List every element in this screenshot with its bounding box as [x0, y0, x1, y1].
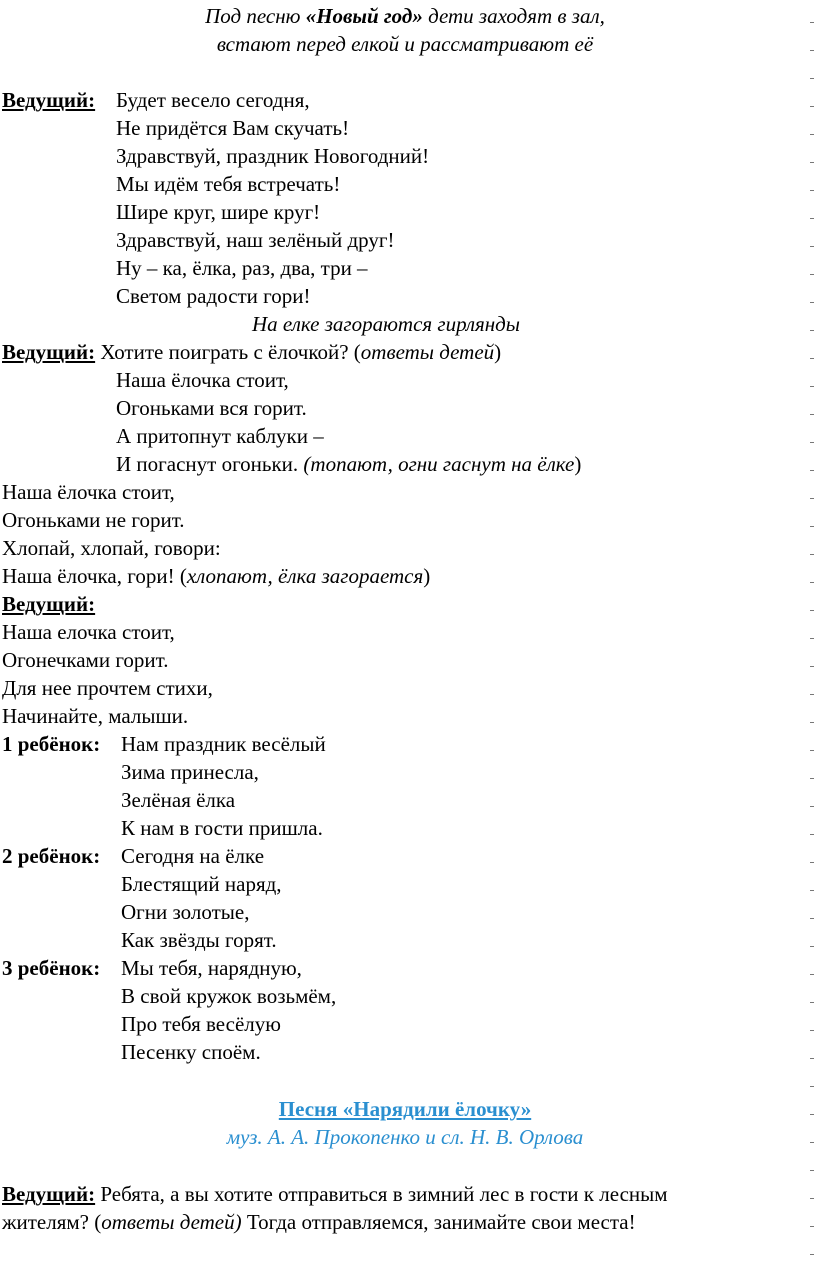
intro-line-2: встают перед елкой и рассматривают её [216, 32, 594, 56]
edge-tick [810, 1058, 814, 1059]
dialogue-line [2, 1180, 668, 1208]
edge-tick [810, 862, 814, 863]
song-title-link[interactable]: Песня «Нарядили ёлочку» [278, 1097, 532, 1121]
verse-line: Про тебя весёлую [121, 1012, 281, 1036]
dialogue-text: Ребята, а вы хотите отправиться в зимний лес в гости к лесным [95, 1182, 668, 1206]
dialogue-line [2, 1208, 636, 1236]
edge-tick [810, 134, 814, 135]
edge-tick [810, 946, 814, 947]
verse-line: Будет весело сегодня, [116, 88, 310, 112]
edge-tick [810, 1114, 814, 1115]
verse-line: Здравствуй, наш зелёный друг! [116, 228, 395, 252]
verse-line: Наша ёлочка стоит, [116, 368, 289, 392]
edge-tick [810, 1086, 814, 1087]
edge-tick [810, 1002, 814, 1003]
edge-tick [810, 806, 814, 807]
speaker-label: Ведущий: [2, 340, 96, 364]
verse-text: ) [423, 564, 431, 588]
edge-tick [810, 246, 814, 247]
intro-text: Под песню [205, 4, 306, 28]
verse-line: Огоньками не горит. [2, 508, 185, 532]
verse-line: Здравствуй, праздник Новогодний! [116, 144, 430, 168]
speaker-label: Ведущий: [2, 88, 96, 112]
edge-tick [810, 778, 814, 779]
stage-note: ответы детей) [101, 1210, 242, 1234]
song-credit: муз. А. А. Прокопенко и сл. Н. В. Орлова [226, 1125, 584, 1149]
intro-line-1 [0, 2, 810, 30]
edge-tick [810, 1226, 814, 1227]
verse-line: В свой кружок возьмём, [121, 984, 337, 1008]
edge-tick [810, 442, 814, 443]
intro-text-2: дети заходят в зал, [422, 4, 605, 28]
stage-note: хлопают, ёлка загорается [186, 564, 424, 588]
dialogue-text: Хотите поиграть с ёлочкой? ( [95, 340, 361, 364]
intro-song-title: «Новый год» [305, 4, 423, 28]
edge-tick [810, 1030, 814, 1031]
dialogue-text: жителям? ( [2, 1210, 102, 1234]
edge-tick [810, 1170, 814, 1171]
verse-text: ) [574, 452, 582, 476]
verse-line: Зима принесла, [121, 760, 259, 784]
verse-line: Мы тебя, нарядную, [121, 956, 302, 980]
edge-tick [810, 218, 814, 219]
edge-tick [810, 498, 814, 499]
edge-tick [810, 638, 814, 639]
edge-tick [810, 1198, 814, 1199]
verse-line: Не придётся Вам скучать! [116, 116, 350, 140]
verse-line: К нам в гости пришла. [121, 816, 323, 840]
speaker-label: Ведущий: [2, 1182, 96, 1206]
speaker-label: 2 ребёнок: [2, 844, 101, 868]
verse-line: А притопнут каблуки – [116, 424, 324, 448]
edge-tick [810, 386, 814, 387]
dialogue-text: ) [494, 340, 502, 364]
edge-tick [810, 890, 814, 891]
verse-line: Для нее прочтем стихи, [2, 676, 213, 700]
speaker-label: 3 ребёнок: [2, 956, 101, 980]
verse-line: Огоньками вся горит. [116, 396, 307, 420]
verse-line: Светом радости гори! [116, 284, 311, 308]
verse-line: Огни золотые, [121, 900, 250, 924]
edge-tick [810, 750, 814, 751]
verse-line: Зелёная ёлка [121, 788, 236, 812]
verse-line: Блестящий наряд, [121, 872, 282, 896]
verse-line: Песенку споём. [121, 1040, 261, 1064]
verse-line: Наша елочка стоит, [2, 620, 175, 644]
verse-line: Начинайте, малыши. [2, 704, 189, 728]
verse-text: Наша ёлочка, гори! ( [2, 564, 187, 588]
edge-tick [810, 554, 814, 555]
edge-tick [810, 22, 814, 23]
edge-tick [810, 526, 814, 527]
verse-line [2, 562, 430, 590]
edge-tick [810, 974, 814, 975]
edge-tick [810, 274, 814, 275]
stage-note: ответы детей [360, 340, 495, 364]
verse-line: Сегодня на ёлке [121, 844, 265, 868]
edge-tick [810, 414, 814, 415]
edge-tick [810, 666, 814, 667]
edge-tick [810, 610, 814, 611]
dialogue-text: Тогда отправляемся, занимайте свои места! [241, 1210, 636, 1234]
verse-line: Мы идём тебя встречать! [116, 172, 341, 196]
edge-tick [810, 106, 814, 107]
verse-line: Ну – ка, ёлка, раз, два, три – [116, 256, 368, 280]
edge-tick [810, 358, 814, 359]
speaker-label: 1 ребёнок: [2, 732, 101, 756]
verse-line: Огонечками горит. [2, 648, 169, 672]
edge-tick [810, 302, 814, 303]
edge-tick [810, 694, 814, 695]
edge-tick [810, 330, 814, 331]
edge-tick [810, 722, 814, 723]
edge-tick [810, 1254, 814, 1255]
edge-tick [810, 78, 814, 79]
verse-line: Нам праздник весёлый [121, 732, 326, 756]
edge-tick [810, 582, 814, 583]
verse-line: Как звёзды горят. [121, 928, 277, 952]
edge-tick [810, 50, 814, 51]
verse-line: Наша ёлочка стоит, [2, 480, 175, 504]
speaker-label: Ведущий: [2, 592, 96, 616]
edge-tick [810, 834, 814, 835]
verse-line: Хлопай, хлопай, говори: [2, 536, 221, 560]
verse-text: И погаснут огоньки. [116, 452, 304, 476]
verse-line [116, 450, 581, 478]
edge-tick [810, 470, 814, 471]
stage-note: (топают, огни гаснут на ёлке [303, 452, 575, 476]
edge-tick [810, 918, 814, 919]
stage-direction: На елке загораются гирлянды [252, 312, 521, 336]
edge-tick [810, 162, 814, 163]
verse-line: Шире круг, шире круг! [116, 200, 321, 224]
dialogue-line [2, 338, 501, 366]
edge-tick [810, 1142, 814, 1143]
edge-tick [810, 190, 814, 191]
